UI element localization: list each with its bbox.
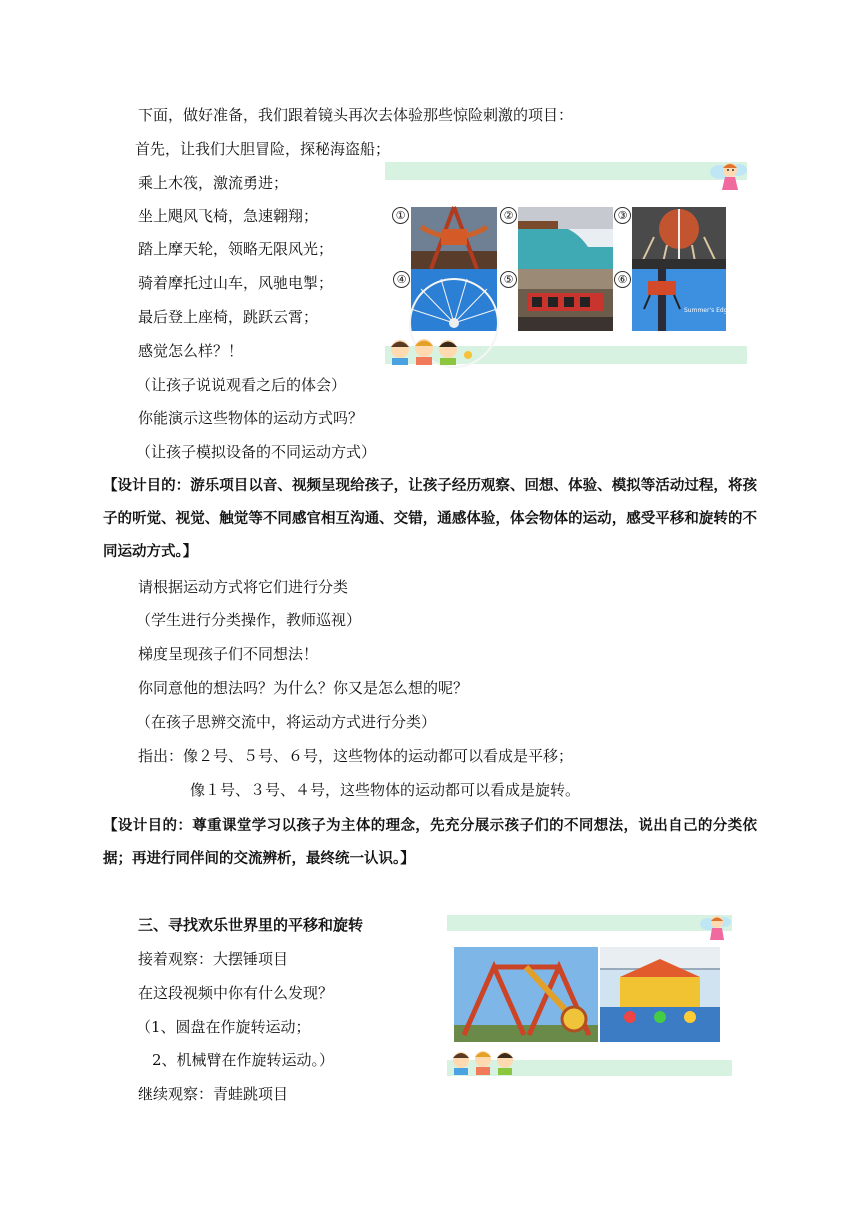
text-line: 骑着摩托过山车，风驰电掣； xyxy=(138,274,334,292)
text-line: 像１号、３号、４号，这些物体的运动都可以看成是旋转。 xyxy=(190,781,581,799)
text-line: 在这段视频中你有什么发现？ xyxy=(138,984,334,1002)
photo-1 xyxy=(411,207,497,269)
text-line: 你同意他的想法吗？为什么？你又是怎么想的呢？ xyxy=(138,679,469,697)
panel-top-band xyxy=(385,162,747,180)
text-line: 乘上木筏，激流勇进； xyxy=(138,174,289,192)
pendulum-ride-photo xyxy=(454,947,598,1042)
text-line: 指出：像２号、５号、６号，这些物体的运动都可以看成是平移； xyxy=(138,747,574,765)
fairy-icon xyxy=(698,912,732,944)
text-line: 梯度呈现孩子们不同想法！ xyxy=(138,645,319,663)
photo-3 xyxy=(632,207,726,269)
design-purpose-2: 【设计目的：尊重课堂学习以孩子为主体的理念，先充分展示孩子们的不同想法，说出自己的分类依据；再进行同伴间的交流辨析，最终统一认识。】 xyxy=(103,818,757,867)
text-line: （学生进行分类操作，教师巡视） xyxy=(136,611,362,629)
text-line: 你能演示这些物体的运动方式吗？ xyxy=(138,409,364,427)
text-line: 下面，做好准备，我们跟着镜头再次去体验那些惊险刺激的项目： xyxy=(138,106,574,124)
text-line: （在孩子思辨交流中，将运动方式进行分类） xyxy=(136,713,437,731)
text-line: （1、圆盘在作旋转运动； xyxy=(136,1018,311,1036)
text-line: （让孩子说说观看之后的体会） xyxy=(136,376,347,394)
panel-top-band xyxy=(447,915,732,931)
photo-6-caption: Summer's Edge xyxy=(684,307,732,314)
photo-4 xyxy=(411,269,497,331)
photo-number-3: ③ xyxy=(614,207,631,224)
text-line: 接着观察：大摆锤项目 xyxy=(138,950,289,968)
photo-number-1: ① xyxy=(392,207,409,224)
text-line: 最后登上座椅，跳跃云霄； xyxy=(138,308,319,326)
text-line: 首先，让我们大胆冒险，探秘海盗船； xyxy=(135,140,391,158)
photo-number-4: ④ xyxy=(393,271,410,288)
photo-5 xyxy=(518,269,613,331)
text-line: 踏上摩天轮，领略无限风光； xyxy=(138,240,334,258)
fairy-icon xyxy=(708,158,748,194)
frog-jump-ride-photo xyxy=(600,947,720,1042)
photo-number-2: ② xyxy=(500,207,517,224)
photo-2 xyxy=(518,207,613,269)
photo-number-6: ⑥ xyxy=(614,271,631,288)
text-line: 坐上飓风飞椅，急速翱翔； xyxy=(138,207,319,225)
section-heading: 三、寻找欢乐世界里的平移和旋转 xyxy=(138,916,364,934)
kids-illustration xyxy=(448,1045,534,1075)
text-line: 继续观察：青蛙跳项目 xyxy=(138,1085,289,1103)
photo-number-5: ⑤ xyxy=(500,271,517,288)
photo-6 xyxy=(632,269,732,331)
kids-illustration xyxy=(386,333,478,365)
text-line: 请根据运动方式将它们进行分类 xyxy=(138,578,349,596)
text-line: 2、机械臂在作旋转运动。） xyxy=(152,1051,335,1069)
design-purpose-1: 【设计目的：游乐项目以音、视频呈现给孩子，让孩子经历观察、回想、体验、模拟等活动过程，将孩子的听觉、视觉、触觉等不同感官相互沟通、交错，通感体验，体会物体的运动，感受平移和旋转的不同运动方式。】 xyxy=(103,478,757,560)
text-line: （让孩子模拟设备的不同运动方式） xyxy=(136,443,377,461)
text-line: 感觉怎么样？！ xyxy=(138,342,244,360)
